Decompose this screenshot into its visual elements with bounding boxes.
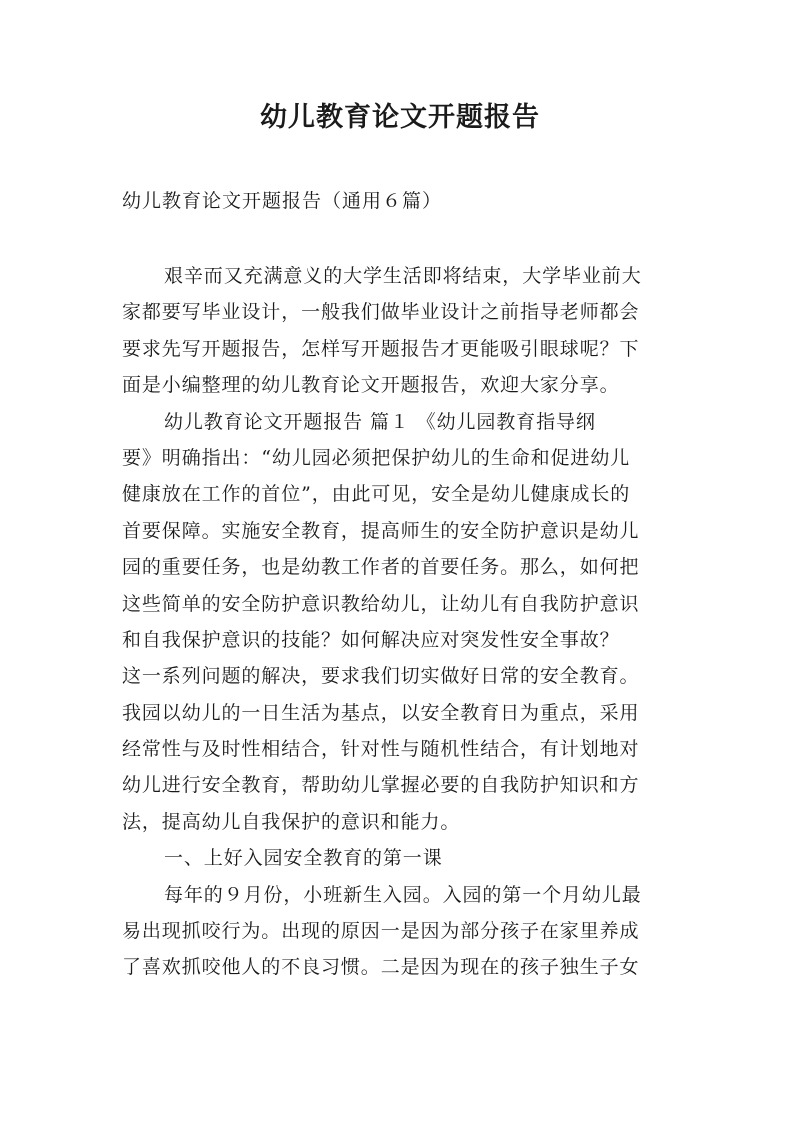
paragraph-line: 易出现抓咬行为。出现的原因一是因为部分孩子在家里养成 [122,920,640,943]
paragraph-line: 和自我保护意识的技能？如何解决应对突发性安全事故？ [122,628,620,651]
paragraph-line: 我园以幼儿的一日生活为基点，以安全教育日为重点，采用 [122,701,640,724]
paragraph-line: 健康放在工作的首位”，由此可见，安全是幼儿健康成长的 [122,483,631,506]
document-body [122,258,682,986]
paragraph-line: 这些简单的安全防护意识教给幼儿，让幼儿有自我防护意识 [122,592,640,615]
section-heading: 一、上好入园安全教育的第一课 [164,847,443,870]
paragraph-line: 幼儿教育论文开题报告 篇１ 《幼儿园教育指导纲 [164,410,596,433]
paragraph-line: 了喜欢抓咬他人的不良习惯。二是因为现在的孩子独生子女 [122,956,640,979]
paragraph-line: 这一系列问题的解决，要求我们切实做好日常的安全教育。 [122,665,640,688]
paragraph-line: 法，提高幼儿自我保护的意识和能力。 [122,810,461,833]
paragraph-line: 家都要写毕业设计，一般我们做毕业设计之前指导老师都会 [122,301,640,324]
paragraph-line: 要求先写开题报告，怎样写开题报告才更能吸引眼球呢？下 [122,337,640,360]
document-subtitle: 幼儿教育论文开题报告（通用６篇） [122,190,443,212]
paragraph-line: 要》明确指出：“幼儿园必须把保护幼儿的生命和促进幼儿 [122,446,631,469]
paragraph-line: 首要保障。实施安全教育，提高师生的安全防护意识是幼儿 [122,519,640,542]
paragraph-line: 面是小编整理的幼儿教育论文开题报告，欢迎大家分享。 [122,374,620,397]
paragraph-line: 每年的９月份，小班新生入园。入园的第一个月幼儿最 [164,883,642,906]
paragraph-line: 幼儿进行安全教育，帮助幼儿掌握必要的自我防护知识和方 [122,774,640,797]
document-title: 幼儿教育论文开题报告 [260,102,540,133]
paragraph-line: 经常性与及时性相结合，针对性与随机性结合，有计划地对 [122,738,640,761]
paragraph-line: 园的重要任务，也是幼教工作者的首要任务。那么，如何把 [122,556,640,579]
paragraph-line: 艰辛而又充满意义的大学生活即将结束，大学毕业前大 [164,265,642,287]
